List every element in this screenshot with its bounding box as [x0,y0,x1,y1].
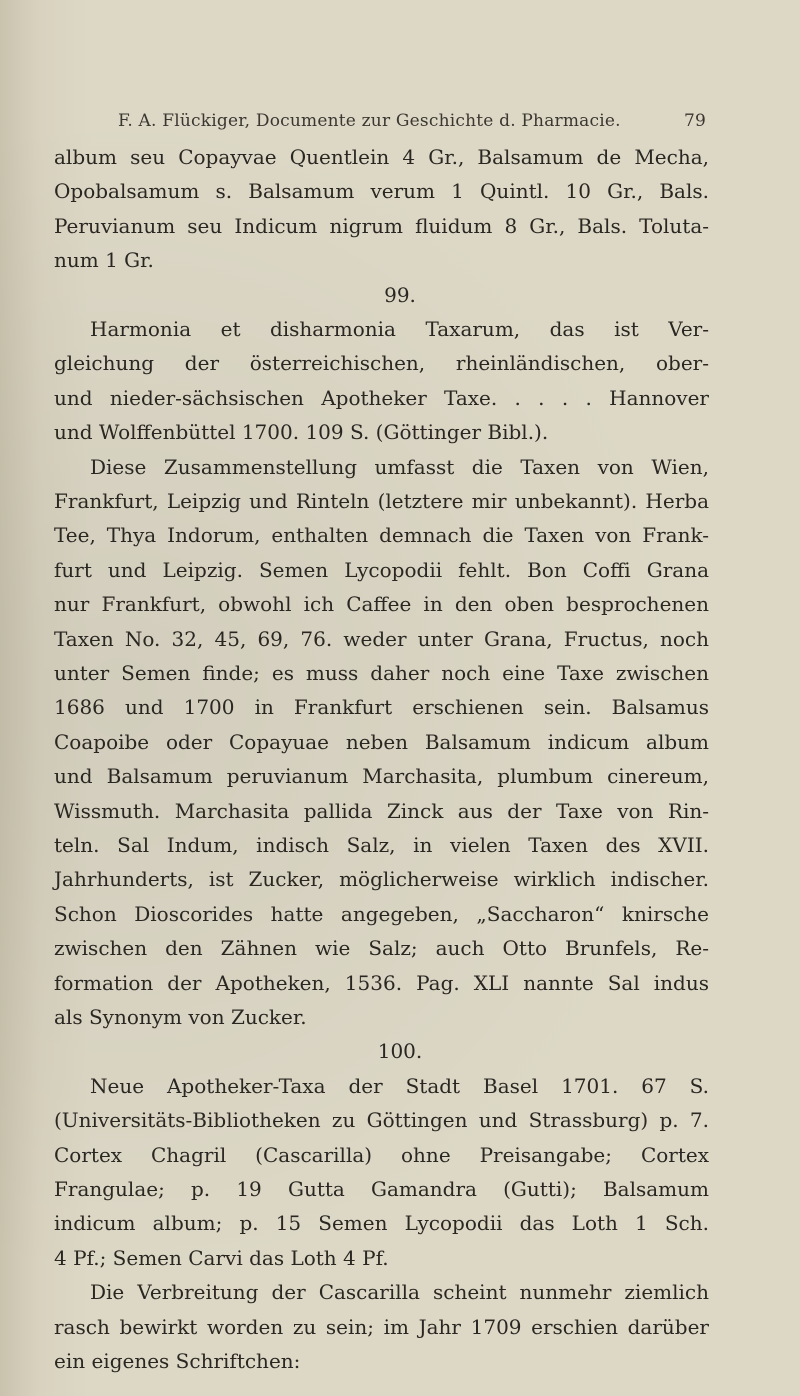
text-line: als Synonym von Zucker. [54,1005,307,1029]
running-title: F. A. Flückiger, Documente zur Geschichte d. Pharmacie. [118,111,621,131]
text-line: indicum album; p. 15 Semen Lycopodii das Loth 1 Sch. [54,1211,709,1235]
text-line: (Universitäts-Bibliotheken zu Göttingen und Strassburg) p. 7. [54,1108,709,1132]
running-header [118,111,738,131]
section-number: 100. [377,1039,423,1063]
text-line: und Wolffenbüttel 1700. 109 S. (Göttinger Bibl.). [54,420,549,444]
text-line: ein eigenes Schriftchen: [54,1349,301,1373]
section-number: 99. [384,283,416,307]
text-line: num 1 Gr. [54,248,154,272]
text-line: 1686 und 1700 in Frankfurt erschienen sein. Balsamus [54,695,709,719]
text-line: Schon Dioscorides hatte angegeben, „Saccharon“ knirsche [54,902,709,926]
text-line: Peruvianum seu Indicum nigrum fluidum 8 Gr., Bals. Toluta- [54,214,709,238]
text-line: Wissmuth. Marchasita pallida Zinck aus der Taxe von Rin- [54,799,709,823]
entry-title-line: Neue Apotheker-Taxa der Stadt Basel 1701. 67 S. [90,1074,709,1098]
text-line: album seu Copayvae Quentlein 4 Gr., Balsamum de Mecha, [54,145,709,169]
text-line: 4 Pf.; Semen Carvi das Loth 4 Pf. [54,1246,389,1270]
text-line: Tee, Thya Indorum, enthalten demnach die Taxen von Frank- [54,523,709,547]
page-number: 79 [684,111,707,131]
text-line: Frankfurt, Leipzig und Rinteln (letztere mir unbekannt). Herba [54,489,709,513]
text-line: und nieder-sächsischen Apotheker Taxe. . . . . Hannover [54,386,709,410]
text-line: zwischen den Zähnen wie Salz; auch Otto Brunfels, Re- [54,936,709,960]
text-line: Opobalsamum s. Balsamum verum 1 Quintl. 10 Gr., Bals. [54,179,709,203]
text-line: Coapoibe oder Copayuae neben Balsamum indicum album [54,730,709,754]
text-line: unter Semen finde; es muss daher noch eine Taxe zwischen [54,661,709,685]
paragraph-start: Die Verbreitung der Cascarilla scheint nunmehr ziemlich [90,1280,709,1304]
text-line: Cortex Chagril (Cascarilla) ohne Preisangabe; Cortex [54,1143,709,1167]
text-line: teln. Sal Indum, indisch Salz, in vielen Taxen des XVII. [54,833,709,857]
text-line: formation der Apotheken, 1536. Pag. XLI nannte Sal indus [54,971,709,995]
text-line: rasch bewirkt worden zu sein; im Jahr 1709 erschien darüber [54,1315,709,1339]
entry-title-line: Harmonia et disharmonia Taxarum, das ist Ver- [90,317,709,341]
text-line: nur Frankfurt, obwohl ich Caffee in den oben besprochenen [54,592,709,616]
text-line: Taxen No. 32, 45, 69, 76. weder unter Grana, Fructus, noch [54,627,709,651]
text-line: gleichung der österreichischen, rheinländischen, ober- [54,351,709,375]
text-line: Jahrhunderts, ist Zucker, möglicherweise wirklich indischer. [54,867,709,891]
paragraph-start: Diese Zusammenstellung umfasst die Taxen von Wien, [90,455,709,479]
text-line: furt und Leipzig. Semen Lycopodii fehlt. Bon Coffi Grana [54,558,709,582]
text-line: Frangulae; p. 19 Gutta Gamandra (Gutti); Balsamum [54,1177,709,1201]
text-line: und Balsamum peruvianum Marchasita, plumbum cinereum, [54,764,709,788]
